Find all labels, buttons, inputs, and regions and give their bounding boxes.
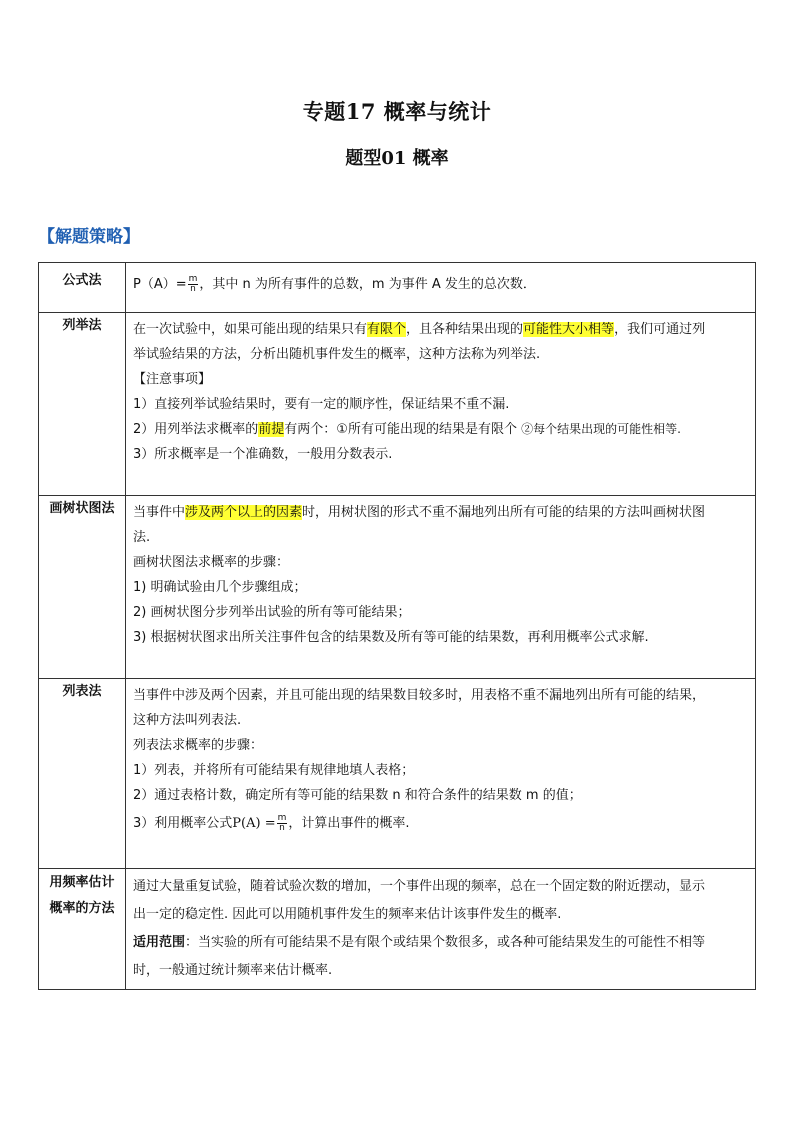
row-label-table: 列表法 (39, 679, 126, 869)
tree-steps-heading: 画树状图法求概率的步骤： (133, 555, 290, 570)
fraction-m-over-n-2 (277, 814, 288, 833)
table-row-tree (39, 496, 756, 679)
tree-paragraph (133, 500, 749, 525)
table-row-formula (39, 263, 756, 313)
frequency-scope-line2: 时，一般通过统计频率来估计概率. (133, 963, 333, 978)
note2-text-c: ②每个结果出现的可能性相等. (521, 422, 681, 436)
frequency-scope-label: 适用范围 (133, 935, 186, 950)
fraction-denominator-2: n (279, 823, 285, 833)
listing-note-heading: 【注意事项】 (133, 372, 212, 387)
table-paragraph-line2: 这种方法叫列表法. (133, 713, 242, 728)
row-content-frequency (126, 869, 756, 990)
table-step-1: 1）列表，并将所有可能结果有规律地填人表格； (133, 763, 415, 778)
listing-text-b: ，且各种结果出现的 (406, 322, 524, 337)
row-content-formula (126, 263, 756, 313)
note2-highlight-premise: 前提 (258, 422, 285, 437)
table-step3-text-b: ，计算出事件的概率. (288, 816, 410, 831)
tree-paragraph-line2: 法. (133, 530, 151, 545)
table-row-listing (39, 313, 756, 496)
frequency-paragraph-line2: 出一定的稳定性. 因此可以用随机事件发生的频率来估计该事件发生的概率. (133, 907, 562, 922)
listing-text-a: 在一次试验中，如果可能出现的结果只有 (133, 322, 368, 337)
tree-text-b: 时，用树状图的形式不重不漏地列出所有可能的结果的方法叫画树状图 (302, 505, 706, 520)
frequency-scope-text: ：当实验的所有可能结果不是有限个或结果个数很多，或各种可能结果发生的可能性不相等 (185, 935, 706, 950)
row-content-listing (126, 313, 756, 496)
table-step-3 (133, 808, 749, 836)
frequency-scope (133, 929, 749, 957)
table-steps-heading: 列表法求概率的步骤： (133, 738, 264, 753)
listing-note-3: 3）所求概率是一个准确数，一般用分数表示. (133, 447, 393, 462)
fraction-numerator-2: m (277, 813, 287, 823)
row-label-frequency-line2: 概率的方法 (49, 901, 115, 916)
fraction-numerator: m (188, 274, 198, 284)
row-content-table (126, 679, 756, 869)
page-subtitle: 题型01 概率 (345, 148, 449, 169)
listing-highlight-equal: 可能性大小相等 (523, 322, 615, 337)
listing-paragraph (133, 317, 749, 342)
strategy-table (38, 262, 756, 990)
strategy-heading: 【解题策略】 (38, 227, 140, 247)
tree-highlight-factors: 涉及两个以上的因素 (185, 505, 303, 520)
frequency-paragraph: 通过大量重复试验，随着试验次数的增加，一个事件出现的频率，总在一个固定数的附近摆动，显示 (133, 879, 706, 894)
row-content-tree (126, 496, 756, 679)
row-label-frequency (39, 869, 126, 990)
row-label-frequency-line1: 用频率估计 (49, 875, 115, 890)
fraction-m-over-n (188, 275, 199, 294)
row-label-tree: 画树状图法 (39, 496, 126, 679)
tree-step-3: 3) 根据树状图求出所关注事件包含的结果数及所有等可能的结果数，再利用概率公式求解. (133, 630, 649, 645)
table-row-table-method (39, 679, 756, 869)
note2-text-b: 有两个：①所有可能出现的结果是有限个 (284, 422, 522, 437)
page-title: 专题17 概率与统计 (302, 99, 492, 124)
table-row-frequency (39, 869, 756, 990)
table-paragraph: 当事件中涉及两个因素，并且可能出现的结果数目较多时，用表格不重不漏地列出所有可能的结果， (133, 688, 706, 703)
tree-text-a: 当事件中 (133, 505, 186, 520)
listing-paragraph-line2: 举试验结果的方法，分析出随机事件发生的概率，这种方法称为列举法. (133, 347, 541, 362)
row-label-formula: 公式法 (39, 263, 126, 313)
tree-step-1: 1) 明确试验由几个步骤组成； (133, 580, 307, 595)
table-step3-formula: P(A) = (232, 816, 276, 831)
table-step3-text-a: 3）利用概率公式 (133, 816, 233, 831)
listing-note-2 (133, 417, 749, 442)
listing-note-1: 1）直接列举试验结果时，要有一定的顺序性，保证结果不重不漏. (133, 397, 510, 412)
listing-text-c: ，我们可通过列 (614, 322, 706, 337)
note2-text-a: 2）用列举法求概率的 (133, 422, 259, 437)
row-label-listing: 列举法 (39, 313, 126, 496)
formula-suffix: ，其中 n 为所有事件的总数，m 为事件 A 发生的总次数． (199, 277, 536, 292)
table-step-2: 2）通过表格计数，确定所有等可能的结果数 n 和符合条件的结果数 m 的值； (133, 788, 582, 803)
fraction-denominator: n (190, 284, 196, 294)
tree-step-2: 2) 画树状图分步列举出试验的所有等可能结果； (133, 605, 411, 620)
listing-highlight-finite: 有限个 (367, 322, 407, 337)
formula-prefix: P（A）= (133, 277, 187, 292)
